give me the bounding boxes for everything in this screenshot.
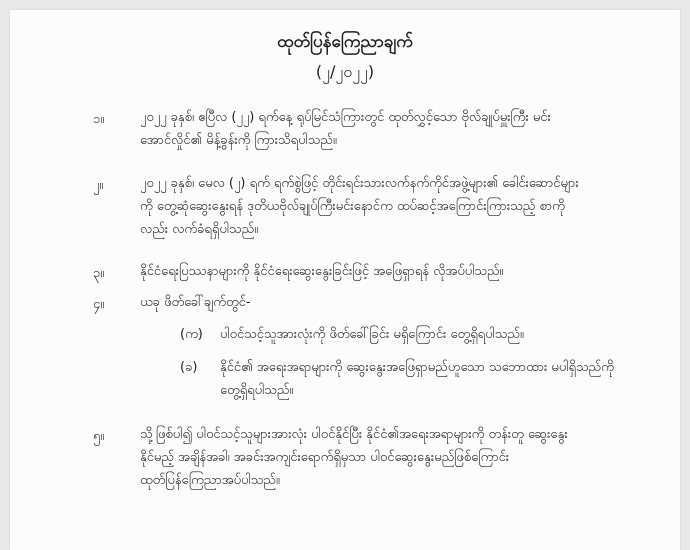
item-text: ၂၀၂၂ ခုနှစ်၊ မေလ (၂) ရက် ရက်စွဲဖြင့် တိုင်းရင်းသားလက်နက်ကိုင်အဖွဲ့များ၏ ခေါင်းဆောင်များကို တွေ့ဆုံဆွေးနွေးရန် ဒုတိယဗိုလ်ချုပ်ကြီးမင်းနောင်က ထပ်ဆင့်အကြောင်းကြားသည့် စာကိုလည်း လက်ခံရရှိပါသည်။ [140, 176, 579, 237]
item-text: ၂၀၂၂ ခုနှစ်၊ ဧပြီလ (၂၂) ရက်နေ့ ရုပ်မြင်သံကြားတွင် ထုတ်လွှင့်သော ဗိုလ်ချုပ်မှူးကြီး မင်းအောင်လှိုင်၏ မိန့်ခွန်းကို ကြားသိရပါသည်။ [140, 110, 551, 148]
subitem-number: (က) [180, 327, 203, 342]
item-number: ၂။ [93, 178, 104, 193]
document-title: ထုတ်ပြန်ကြေညာချက် [277, 32, 413, 52]
item-text: နိုင်ငံရေးပြဿနာများကို နိုင်ငံရေးဆွေးနွေးခြင်းဖြင့် အဖြေရှာရန် လိုအပ်ပါသည်။ [140, 264, 504, 279]
item-number: ၅။ [93, 429, 105, 444]
document-reference-number: (၂/၂၀၂၂) [315, 62, 375, 81]
subitem-text: နိုင်ငံ၏ အရေးအရာများကို ဆွေးနွေးအဖြေရှာမည်ဟူသော သဘောထား မပါရှိသည်ကို တွေ့ရှိရပါသည်။ [220, 360, 614, 398]
subitem-number: (ခ) [180, 360, 198, 375]
item-number: ၄။ [93, 297, 105, 312]
item-number: ၃။ [93, 266, 105, 281]
subitem-text: ပါဝင်သင့်သူအားလုံးကို ဖိတ်ခေါ်ခြင်း မရှိကြောင်း တွေ့ရှိရပါသည်။ [220, 327, 524, 342]
item-text: ယခု ဖိတ်ခေါ်ချက်တွင်- [140, 295, 251, 310]
item-text: သို့ဖြစ်ပါ၍ ပါဝင်သင့်သူများအားလုံး ပါဝင်နိုင်ပြီး နိုင်ငံ၏အရေးအရာများကို တန်းတူ ဆွေးနွေးနိုင်မည့် အချိန်အခါ၊ အခင်းအကျင်းရောက်ရှိမှသာ ပါဝင်ဆွေးနွေးမည်ဖြစ်ကြောင်း ထုတ်ပြန်ကြေညာအပ်ပါသည်။ [140, 427, 568, 488]
item-number: ၁။ [93, 112, 105, 127]
